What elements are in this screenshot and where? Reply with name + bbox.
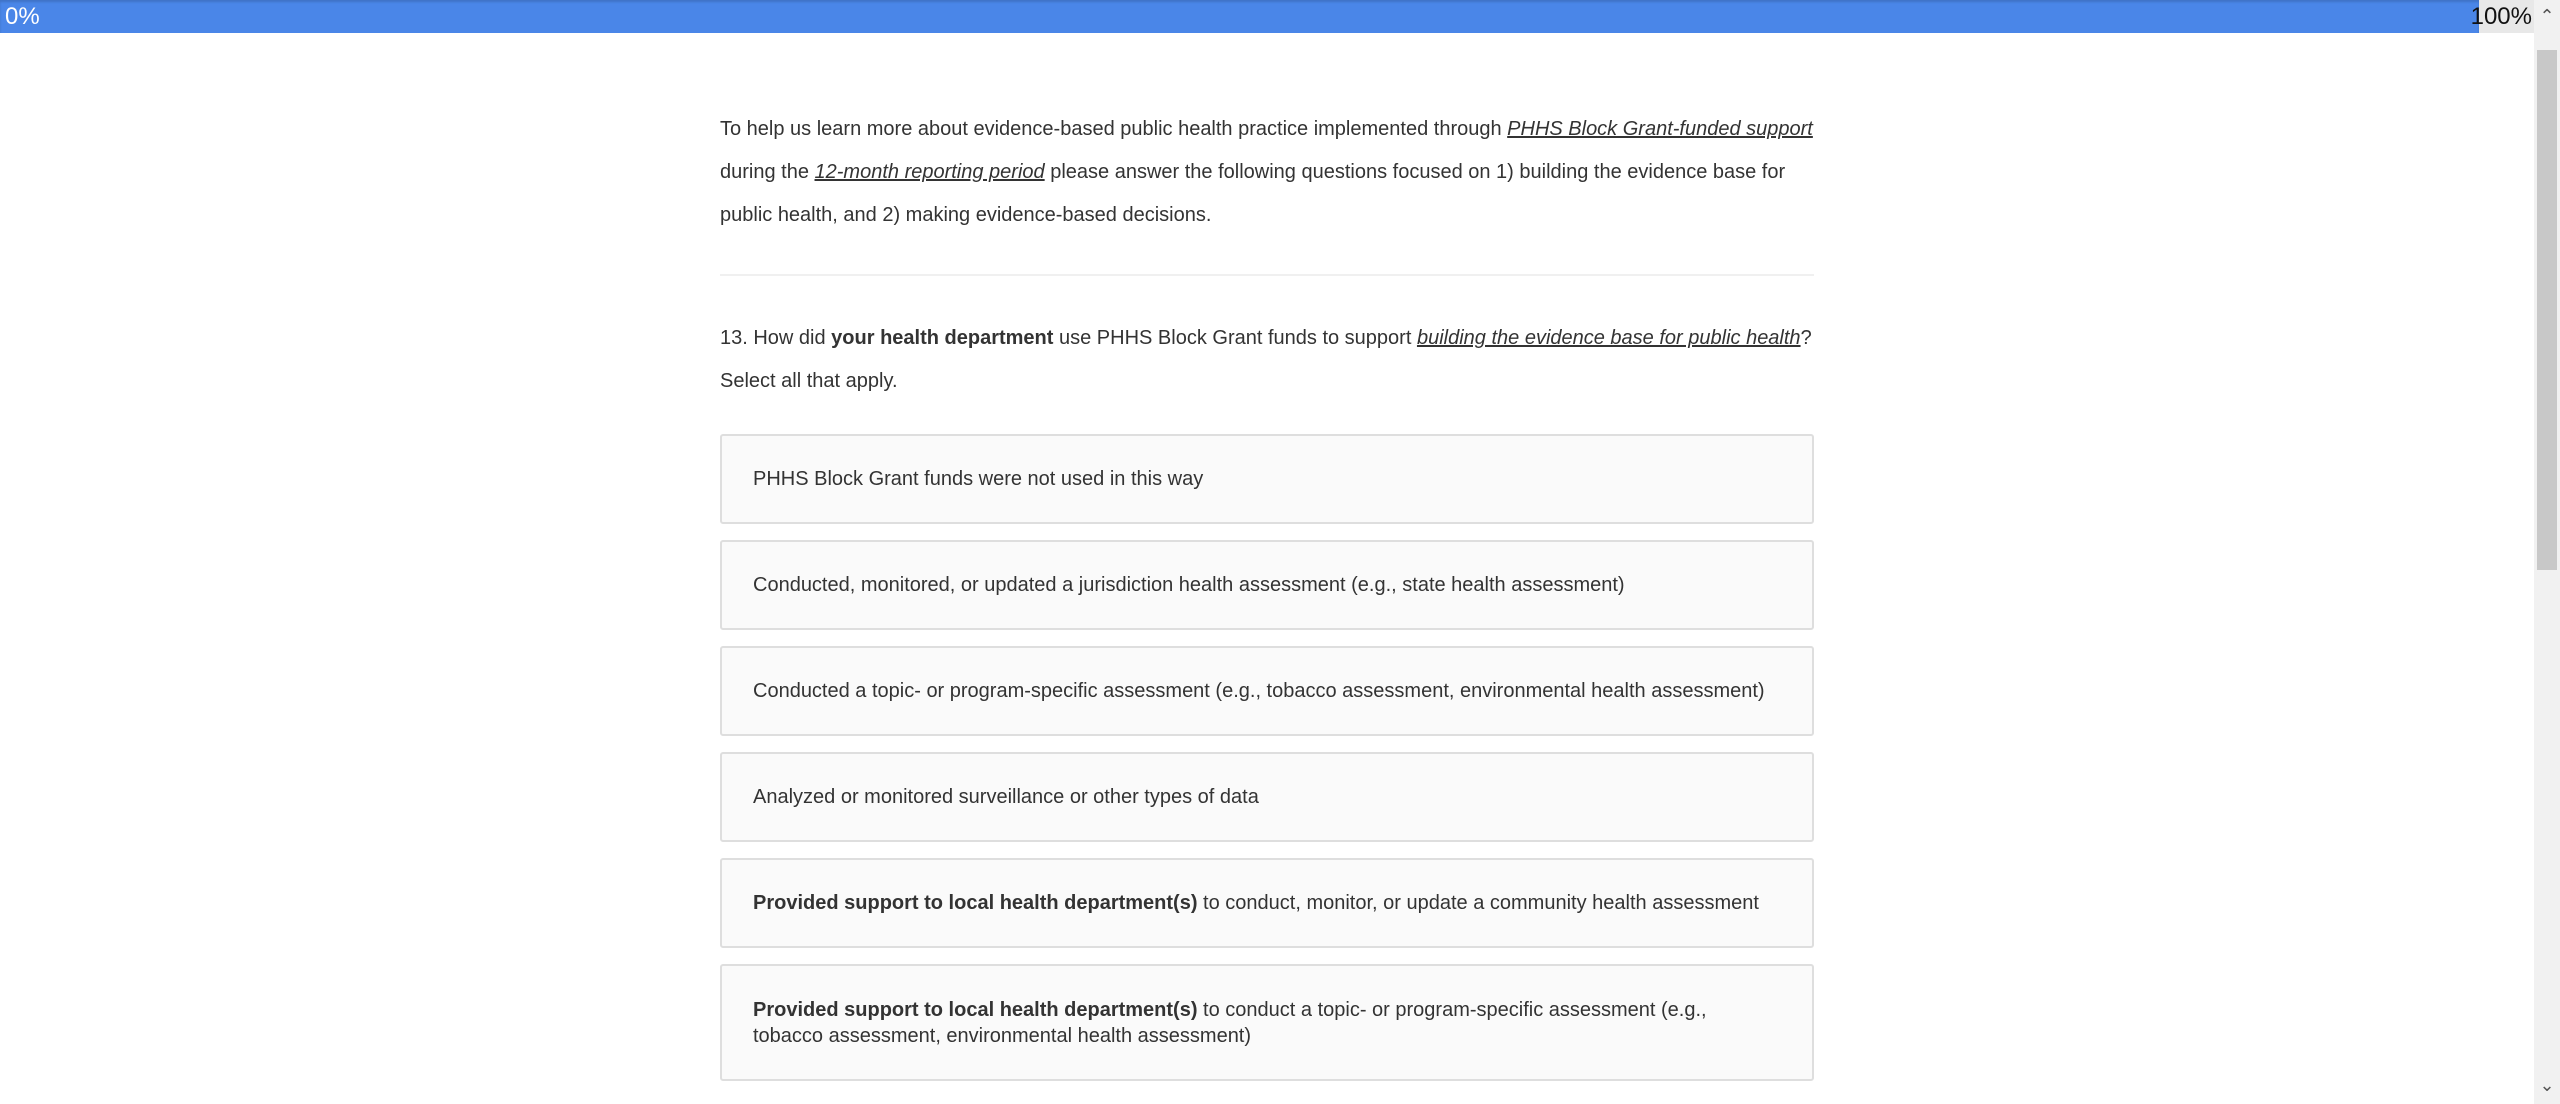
divider — [720, 274, 1814, 276]
choice-list — [720, 434, 1814, 1081]
choice-label-text: Conducted a topic- or program-specific assessment (e.g., tobacco assessment, environmental health assessment) — [753, 680, 1765, 702]
intro-text-part: To help us learn more about evidence-based public health practice implemented through — [720, 118, 1508, 140]
scrollbar[interactable] — [2534, 0, 2560, 1104]
choice-label — [753, 997, 1781, 1049]
question-instruction: Select all that apply. — [720, 370, 898, 392]
choice-option[interactable] — [720, 540, 1814, 630]
choice-label-text: to conduct, monitor, or update a community health assessment — [1197, 892, 1759, 914]
survey-content — [720, 33, 1814, 1097]
question-suffix: ? — [1800, 327, 1812, 349]
reporting-period-link[interactable]: 12-month reporting period — [814, 161, 1045, 183]
choice-option[interactable] — [720, 434, 1814, 524]
progress-fill — [0, 0, 2479, 33]
choice-label-text: to conduct a topic- or program-specific assessment (e.g., tobacco assessment, environmental health assessment) — [753, 998, 1707, 1047]
choice-label-text: PHHS Block Grant funds were not used in this way — [753, 468, 1204, 490]
scroll-thumb[interactable] — [2537, 50, 2557, 570]
evidence-base-link[interactable]: building the evidence base for public health — [1416, 327, 1801, 349]
question-text — [720, 317, 1814, 360]
choice-label-bold: Provided support to local health department(s) — [753, 998, 1198, 1021]
intro-text — [720, 108, 1814, 237]
intro-text-part: please answer the following questions focused on 1) building the evidence base for public health, and 2) making evidence-based decisions. — [720, 161, 1786, 226]
intro-text-part: during the — [720, 161, 815, 183]
phhs-funded-support-link[interactable]: PHHS Block Grant-funded support — [1507, 118, 1813, 140]
choice-label — [753, 678, 1765, 704]
choice-label — [753, 572, 1625, 598]
choice-option[interactable] — [720, 964, 1814, 1081]
progress-bar — [0, 0, 2534, 33]
choice-label-text: Conducted, monitored, or updated a jurisdiction health assessment (e.g., state health assessment) — [753, 574, 1625, 596]
choice-label — [753, 890, 1759, 916]
scroll-down-icon[interactable]: ⌄ — [2539, 1075, 2555, 1095]
scroll-up-icon[interactable]: ⌃ — [2539, 6, 2555, 26]
question-13 — [720, 317, 1814, 403]
choice-label-bold: Provided support to local health department(s) — [753, 892, 1198, 914]
choice-option[interactable] — [720, 858, 1814, 948]
question-prefix: 13. How did — [720, 327, 832, 349]
choice-label — [753, 784, 1259, 810]
question-emphasis: your health department — [831, 327, 1054, 349]
choice-option[interactable] — [720, 646, 1814, 736]
progress-end-label: 100% — [2470, 3, 2532, 30]
question-middle: use PHHS Block Grant funds to support — [1053, 327, 1417, 349]
choice-label-text: Analyzed or monitored surveillance or other types of data — [753, 786, 1259, 808]
progress-start-label: 0% — [5, 3, 40, 30]
choice-option[interactable] — [720, 752, 1814, 842]
choice-label — [753, 466, 1203, 492]
